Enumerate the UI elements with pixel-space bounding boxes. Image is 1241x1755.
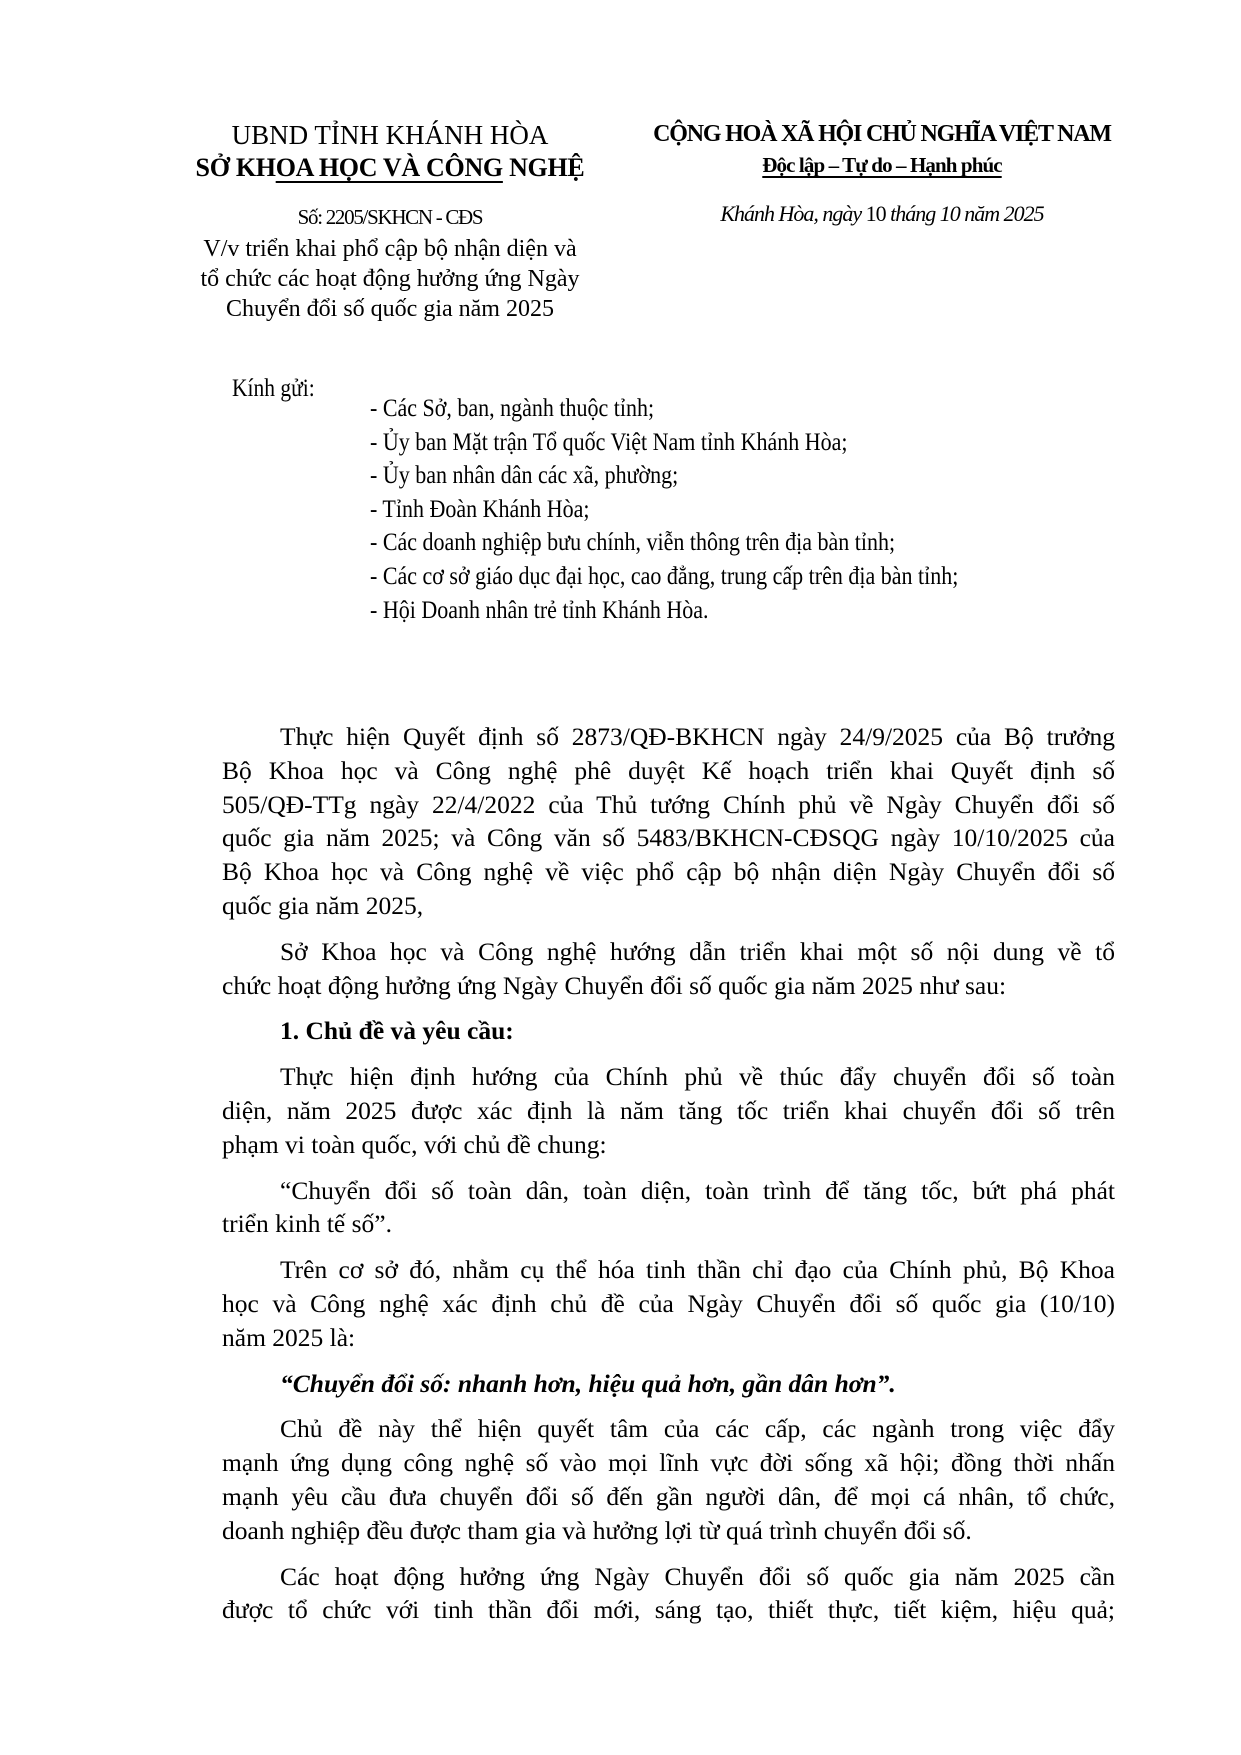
issuing-agency [160,152,620,184]
date-day: 10 [865,201,886,226]
recipient-item: - Tỉnh Đoàn Khánh Hòa; [370,495,590,523]
text-line: quốc gia năm 2025, [222,890,424,920]
subject-line: V/v triển khai phổ cập bộ nhận diện và [203,236,577,262]
text-line: 505/QĐ-TTg ngày 22/4/2022 của Thủ tướng Chính phủ về Ngày Chuyển đổi số [222,789,1115,819]
date-month-label: tháng [885,201,940,226]
paragraph-legal-basis [222,720,1115,923]
text-line: Bộ Khoa học và Công nghệ phê duyệt Kế hoạch triển khai Quyết định số [222,755,1115,785]
text-line: được tổ chức với tinh thần đổi mới, sáng tạo, thiết thực, tiết kiệm, hiệu quả; [222,1595,1115,1625]
recipient-item: - Ủy ban nhân dân các xã, phường; [370,462,679,490]
paragraph-activities [222,1560,1115,1628]
date-place: Khánh Hòa, ngày [720,201,866,226]
text-line: chức hoạt động hưởng ứng Ngày Chuyển đổi số quốc gia năm 2025 như sau: [222,970,1007,1000]
text-line: năm 2025 là: [222,1322,356,1352]
text-line: triển kinh tế số”. [222,1209,392,1239]
text-line: doanh nghiệp đều được tham gia và hưởng lợi từ quá trình chuyển đổi số. [222,1515,972,1545]
recipient-item: - Các doanh nghiệp bưu chính, viễn thông trên địa bàn tỉnh; [370,529,896,557]
paragraph-general-theme [222,1174,1115,1242]
text-line: mạnh ứng dụng công nghệ số vào mọi lĩnh vực đời sống xã hội; đồng thời nhấn [222,1448,1115,1478]
theme-quote: “Chuyển đổi số: nhanh hơn, hiệu quả hơn, gần dân hơn”. [280,1368,896,1398]
paragraph-theme-meaning [222,1412,1115,1547]
paragraph-intro [222,935,1115,1003]
text-line: mạnh yêu cầu đưa chuyển đổi số đến gần người dân, để mọi cá nhân, tổ chức, [222,1481,1115,1511]
date-year: năm 2025 [959,201,1044,226]
section-heading: 1. Chủ đề và yêu cầu: [280,1016,514,1046]
national-title: CỘNG HOÀ XÃ HỘI CHỦ NGHĨA VIỆT NAM [653,121,1111,147]
text-line: quốc gia năm 2025; và Công văn số 5483/BKHCN-CĐSQG ngày 10/10/2025 của [222,823,1115,853]
text-line: Các hoạt động hưởng ứng Ngày Chuyển đổi số quốc gia năm 2025 cần [280,1561,1115,1591]
place-and-date [612,200,1152,228]
agency-name-part: NGHỆ [502,153,585,182]
document-number: Số: 2205/SKHCN - CĐS [297,205,483,229]
text-line: phạm vi toàn quốc, với chủ đề chung: [222,1129,607,1159]
text-line: Sở Khoa học và Công nghệ hướng dẫn triển khai một số nội dung về tổ [280,936,1115,966]
agency-name-underlined: OA HỌC VÀ CÔNG [275,153,503,182]
recipient-item: - Ủy ban Mặt trận Tổ quốc Việt Nam tỉnh Khánh Hòa; [370,428,848,456]
recipient-item: - Các Sở, ban, ngành thuộc tỉnh; [370,395,655,422]
date-month: 10 [939,201,960,226]
text-line: diện, năm 2025 được xác định là năm tăng tốc triển khai chuyển đổi số trên [222,1095,1115,1125]
text-line: Thực hiện Quyết định số 2873/QĐ-BKHCN ngày 24/9/2025 của Bộ trưởng [280,722,1115,751]
text-line: Thực hiện định hướng của Chính phủ về thúc đẩy chuyển đổi số toàn [280,1062,1115,1092]
recipients-list [370,392,1039,627]
text-line: “Chuyển đổi số toàn dân, toàn diện, toàn trình để tăng tốc, bứt phá phát [280,1175,1115,1205]
recipient-item: - Hội Doanh nhân trẻ tỉnh Khánh Hòa. [370,596,709,624]
text-line: Bộ Khoa học và Công nghệ về việc phổ cập bộ nhận diện Ngày Chuyển đổi số [222,857,1115,887]
agency-name-part: SỞ KH [195,153,276,182]
text-line: học và Công nghệ xác định chủ đề của Ngày Chuyển đổi số quốc gia (10/10) [222,1288,1115,1318]
document-subject [160,234,620,324]
recipient-item: - Các cơ sở giáo dục đại học, cao đẳng, trung cấp trên địa bàn tỉnh; [370,562,959,590]
subject-line: tổ chức các hoạt động hưởng ứng Ngày [200,266,580,292]
subject-line: Chuyển đổi số quốc gia năm 2025 [226,296,554,322]
paragraph-basis [222,1253,1115,1354]
national-motto: Độc lập – Tự do – Hạnh phúc [762,153,1002,177]
paragraph-orientation [222,1060,1115,1161]
text-line: Chủ đề này thể hiện quyết tâm của các cấp, các ngành trong việc đẩy [280,1414,1115,1444]
recipients-label: Kính gửi: [232,375,315,402]
national-header-block [612,118,1152,228]
issuing-agency-block [160,118,620,324]
parent-agency: UBND TỈNH KHÁNH HÒA [231,120,549,150]
document-body [222,720,1115,1627]
text-line: Trên cơ sở đó, nhằm cụ thể hóa tinh thần chỉ đạo của Chính phủ, Bộ Khoa [280,1255,1115,1285]
